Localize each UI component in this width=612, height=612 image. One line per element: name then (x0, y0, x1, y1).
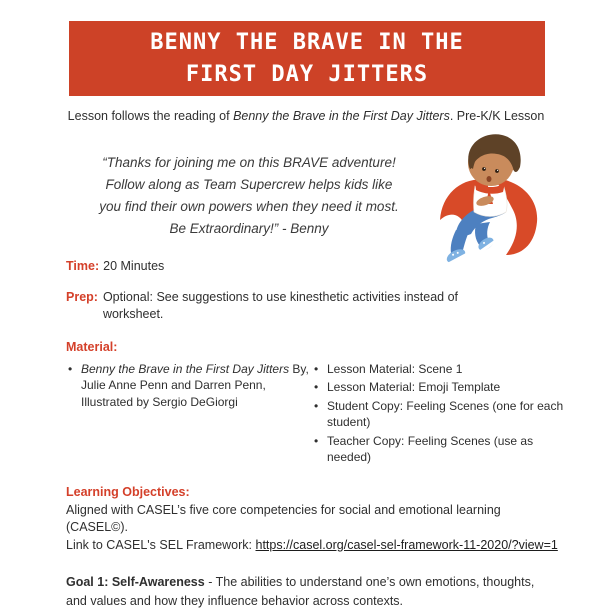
goal-1-description: - The abilities to understand one’s own emotions, thoughts, and values and how they influence behavior across contexts. (66, 575, 535, 608)
material-list-right (312, 361, 564, 468)
list-item-book (66, 361, 312, 411)
goal-1-label: Goal 1: Self-Awareness (66, 575, 205, 590)
material-columns (66, 361, 564, 468)
list-item: • Lesson Material: Scene 1 (312, 361, 564, 378)
list-item: • Student Copy: Feeling Scenes (one for each student) (312, 398, 564, 431)
learning-objectives-heading: Learning Objectives: (66, 484, 190, 499)
book-credits: By, Julie Anne Penn and Darren Penn, Illustrated by Sergio DeGiorgi (81, 361, 309, 409)
subtitle-book-title: Benny the Brave in the First Day Jitters (233, 109, 450, 123)
title-banner (69, 21, 545, 96)
benny-quote (50, 152, 448, 239)
lesson-details (66, 258, 564, 610)
page-title-line1: BENNY THE BRAVE IN THE (150, 29, 464, 55)
superhero-boy-icon (436, 132, 548, 265)
quote-line: you find their own powers when they need it most. (99, 198, 399, 214)
learning-objectives-body: Aligned with CASEL’s five core competencies for social and emotional learning (CASEL©). (66, 502, 501, 535)
time-row (66, 258, 564, 275)
material-heading: Material: (66, 339, 118, 354)
list-item: • Lesson Material: Emoji Template (312, 379, 564, 396)
material-list-left (66, 361, 312, 468)
time-label: Time: (66, 259, 100, 273)
prep-row (66, 289, 564, 323)
casel-framework-link[interactable]: https://casel.org/casel-sel-framework-11-2020/?view=1 (255, 537, 558, 552)
time-value: 20 Minutes (103, 259, 165, 273)
link-prefix: Link to CASEL's SEL Framework: (66, 537, 256, 552)
benny-character-illustration (436, 132, 548, 265)
goal-1-text (66, 573, 544, 609)
page-title-line2: FIRST DAY JITTERS (185, 61, 429, 87)
quote-line: Follow along as Team Supercrew helps kids like (105, 176, 393, 192)
subtitle-post: . Pre-K/K Lesson (449, 109, 545, 123)
lesson-subtitle (56, 108, 556, 124)
prep-label: Prep: (66, 289, 98, 304)
subtitle-pre: Lesson follows the reading of (67, 109, 234, 123)
quote-line: “Thanks for joining me on this BRAVE adventure! (102, 155, 396, 170)
casel-link-line (66, 537, 558, 555)
quote-line: Be Extraordinary!” - Benny (169, 220, 329, 236)
list-item: • Teacher Copy: Feeling Scenes (use as needed) (312, 433, 564, 466)
book-title: Benny the Brave in the First Day Jitters (81, 361, 290, 376)
prep-value: Optional: See suggestions to use kinesthetic activities instead of worksheet. (102, 289, 459, 321)
